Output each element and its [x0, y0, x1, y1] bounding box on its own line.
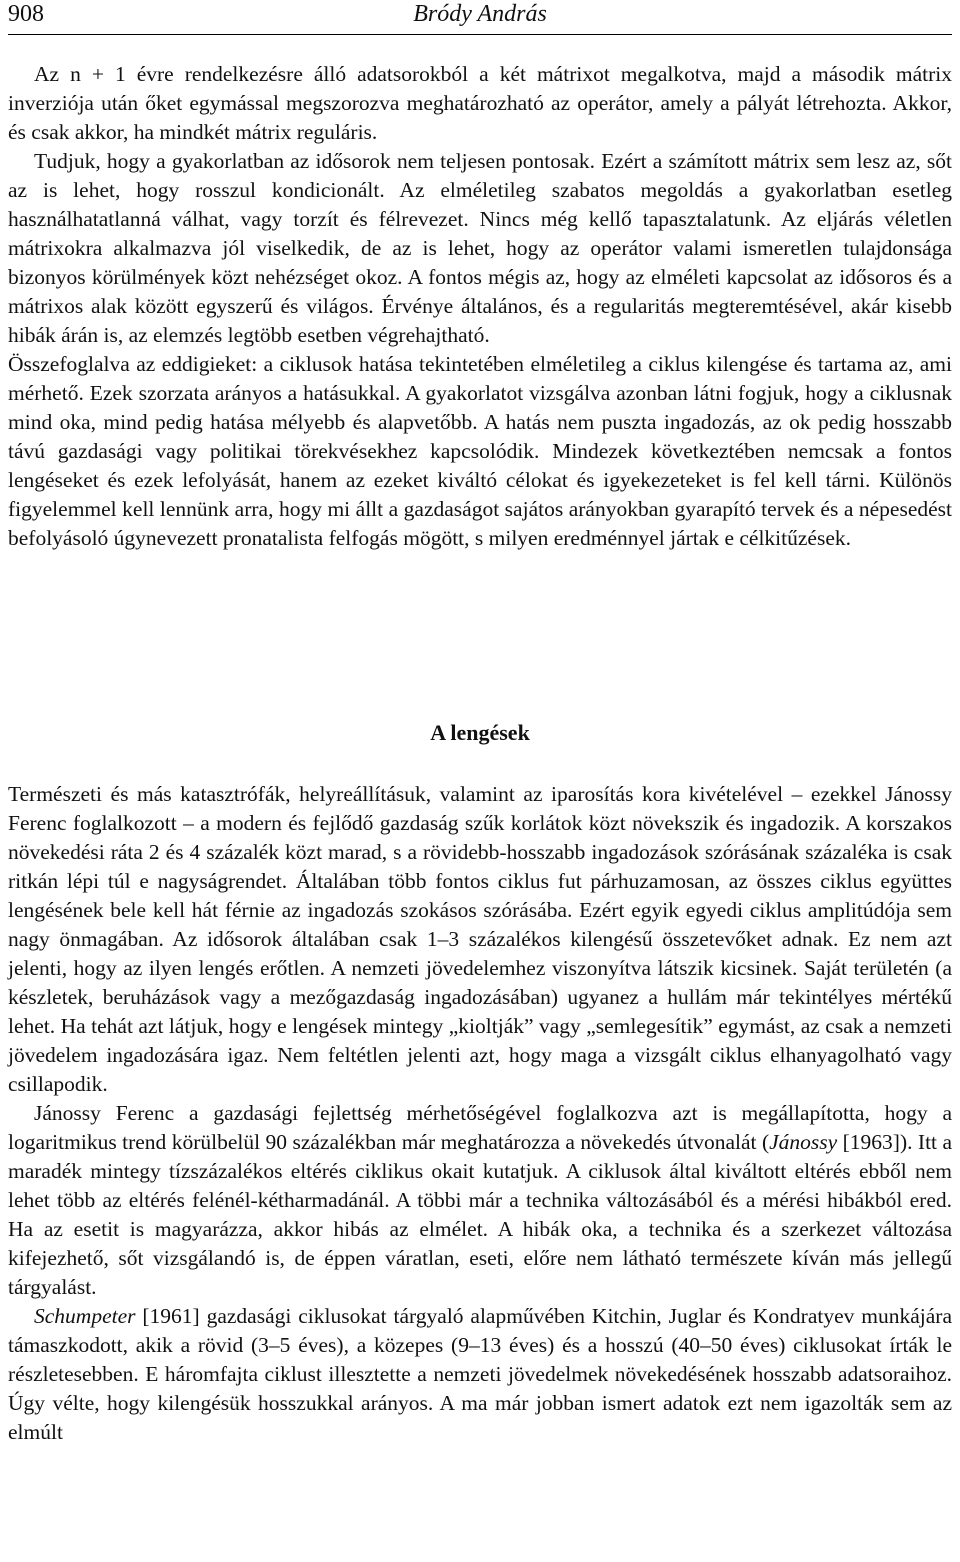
page-header — [8, 0, 952, 35]
section-heading: A lengések — [430, 720, 530, 745]
text-block-intro — [8, 60, 952, 553]
text-block-lengesek — [8, 780, 952, 1447]
paragraph-text: [1963]). Itt a maradék mintegy tízszázalékos eltérés ciklikus okait kutatjuk. A ciklusok által kiváltott eltérés ebből nem lehet több az eltérés felénél-kétharmadánál. A többi már a technika változásából és a mérési hibákból ered. Ha az esetit is magyarázza, akkor hibás az elmélet. A hibák oka, a technika és a szerkezet változása kifejezhető, sőt vizsgálandó is, de éppen váratlan, eseti, előre nem látható természete kíván más jellegű tárgyalást. — [8, 1130, 952, 1299]
paragraph-text: Jánossy Ferenc a gazdasági fejlettség mérhetőségével foglalkozva azt is megállapította, hogy a logaritmikus trend körülbelül 90 százalékban már meghatározza a növekedés útvonalát ( — [8, 1101, 952, 1154]
paragraph: Tudjuk, hogy a gyakorlatban az idősorok nem teljesen pontosak. Ezért a számított mátrix sem lesz az, sőt az is lehet, hogy rosszul kondicionált. Az elméletileg szabatos megoldás a gyakorlatban esetleg használhatatlanná válhat, vagy torzít és félrevezet. Nincs még kellő tapasztalatunk. Az eljárás véletlen mátrixokra alkalmazva jól viselkedik, de az is lehet, hogy az operátor valami ismeretlen tulajdonsága bizonyos körülmények közt nehézséget okoz. A fontos mégis az, hogy az elméleti kapcsolat az idősoros és a mátrixos alak között egyszerű és világos. Érvénye általános, és a regularitás megteremtésével, akár kisebb hibák árán is, az elemzés legtöbb esetben végrehajtható. — [8, 149, 952, 347]
paragraph — [8, 1302, 952, 1447]
citation-author: Schumpeter — [34, 1304, 136, 1328]
paragraph: Természeti és más katasztrófák, helyreállításuk, valamint az iparosítás kora kivételével – ezekkel Jánossy Ferenc foglalkozott – a modern és fejlődő gazdaság szűk korlátok közt növekszik és ingadozik. A korszakos növekedési ráta 2 és 4 százalék közt marad, s a rövidebb-hosszabb ingadozások szórásának százaléka is csak ritkán lépi túl e nagyságrendet. Általában több fontos ciklus fut párhuzamosan, az összes ciklus együttes lengésének bele kell hát férnie az ingadozás szokásos szórásába. Ezért egyik egyedi ciklus amplitúdója sem nagy önmagában. Az idősorok általában csak 1–3 százalékos kilengésű összetevőket adnak. Ez nem azt jelenti, hogy az ilyen lengés erőtlen. A nemzeti jövedelemhez viszonyítva látszik kicsinek. Saját területén (a készletek, beruházások vagy a mezőgazdaság ingadozásában) ugyanez a hullám már tekintélyes mértékű lehet. Ha tehát azt látjuk, hogy e lengések mintegy „kioltják” vagy „semlegesítik” egymást, az csak a nemzeti jövedelem ingadozására igaz. Nem feltétlen jelenti azt, hogy maga a vizsgált ciklus elhanyagolható vagy csillapodik. — [8, 782, 952, 1096]
paragraph: Összefoglalva az eddigieket: a ciklusok hatása tekintetében elméletileg a ciklus kilengése és tartama az, ami mérhető. Ezek szorzata arányos a hatásukkal. A gyakorlatot vizsgálva azonban látni fogjuk, hogy a ciklusnak mind oka, mind pedig hatása mélyebb és alapvetőbb. A hatás nem puszta ingadozás, az ok pedig hosszabb távú gazdasági vagy politikai törekvésekhez kapcsolódik. Mindezek következtében nemcsak a fontos lengéseket és ezek lefolyását, hanem az ezeket kiváltó célokat és igyekezeteket is fel kell tárni. Különös figyelemmel kell lennünk arra, hogy mi állt a gazdaságot sajátos arányokban gyarapító tervek és a népesedést befolyásoló úgynevezett pronatalista felfogás mögött, s milyen eredménnyel jártak e célkitűzések. — [8, 352, 952, 550]
page-number: 908 — [8, 1, 44, 27]
paragraph-text: [1961] gazdasági ciklusokat tárgyaló alapművében Kitchin, Juglar és Kondratyev munkájára támaszkodott, akik a rövid (3–5 éves), a közepes (9–13 éves) és a hosszú (40–50 éves) ciklusokat írták le részletesebben. E háromfajta ciklust illesztette a nemzeti jövedelmek növekedésének hosszabb adatsoraihoz. Úgy vélte, hogy kilengésük hosszukkal arányos. A ma már jobban ismert adatok ezt nem igazolták sem az elmúlt — [8, 1304, 952, 1444]
paragraph: Az n + 1 évre rendelkezésre álló adatsorokból a két mátrixot megalkotva, majd a második mátrix inverziója után őket egymással megszorozva meghatározható az operátor, amely a pályát létrehozta. Akkor, és csak akkor, ha mindkét mátrix reguláris. — [8, 62, 952, 144]
citation-author: Jánossy — [769, 1130, 838, 1154]
paragraph — [8, 1099, 952, 1302]
running-head: Bródy András — [413, 1, 547, 27]
